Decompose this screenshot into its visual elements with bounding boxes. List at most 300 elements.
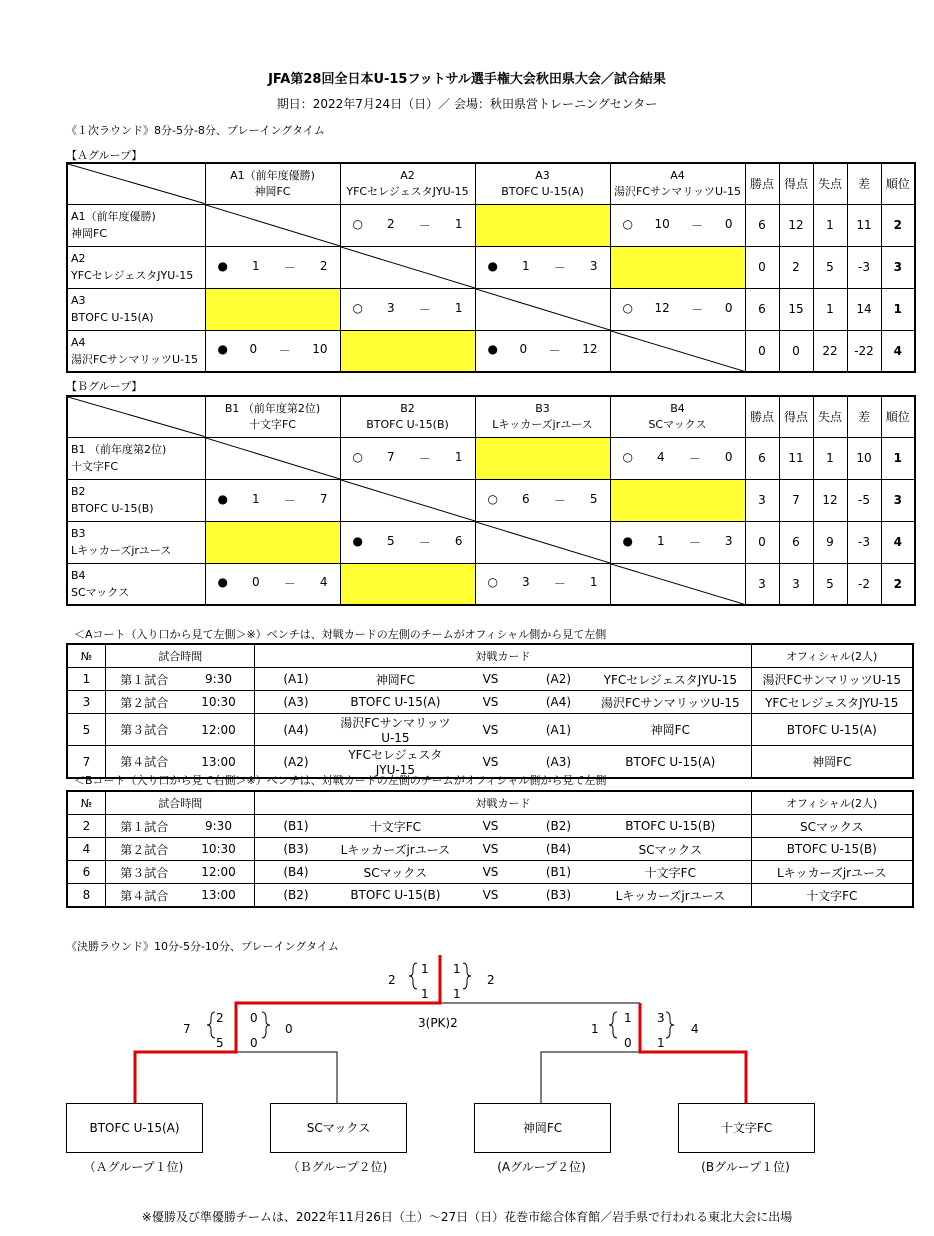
match-no: 5 xyxy=(67,714,106,746)
court-b-table xyxy=(66,790,914,908)
right-team-code: (A2) xyxy=(527,668,590,691)
row-header xyxy=(67,479,205,521)
col-header-line2: BTOFC U-15(B) xyxy=(366,417,449,431)
page-subtitle: 期日：2022年7月24日（日）／ 会場：秋田県営トレーニングセンター xyxy=(276,97,658,111)
game-time: 13:00 xyxy=(183,746,255,779)
stat-cell: 2 xyxy=(779,246,813,288)
col-header-line2: SCマックス xyxy=(648,417,707,431)
bracket-team-1: BTOFC U-15(A) xyxy=(66,1103,203,1153)
group-a-label: 【Ａグループ】 xyxy=(66,149,143,162)
footer-note: ※優勝及び準優勝チームは、2022年11月26日（土）～27日（日）花巻市総合体育館／岩手県で行われる東北大会に出場 xyxy=(141,1210,793,1224)
final-round-label: 《決勝ラウンド》10分-5分-10分、プレーイングタイム xyxy=(66,940,339,953)
score-dash: － xyxy=(553,260,566,275)
score-against: 2 xyxy=(319,258,328,273)
score-against: 5 xyxy=(589,491,598,506)
col-header-line1: B2 xyxy=(400,401,415,415)
match-result-cell xyxy=(205,479,340,521)
score-dash: － xyxy=(548,344,561,359)
score-for: 1 xyxy=(252,491,260,506)
stat-cell: 12 xyxy=(779,204,813,246)
self-match-cell xyxy=(610,563,745,605)
stat-header: 失点 xyxy=(813,396,847,437)
result-mark: ● xyxy=(217,491,228,506)
official-team: SCマックス xyxy=(751,815,913,838)
stat-cell: 6 xyxy=(745,437,779,479)
match-result-cell xyxy=(610,204,745,246)
score-for: 0 xyxy=(519,342,528,357)
game-label: 第２試合 xyxy=(106,838,183,861)
score-for: 1 xyxy=(657,533,665,548)
left-team-code: (A1) xyxy=(255,668,337,691)
match-result-cell xyxy=(475,479,610,521)
semi1-left-h2: 5 xyxy=(216,1036,224,1050)
row-header-line1: B3 xyxy=(71,527,86,540)
final-left-h2: 1 xyxy=(421,987,429,1001)
stat-cell: -22 xyxy=(847,330,881,372)
score-dash: － xyxy=(418,302,431,317)
first-round-label: 《１次ラウンド》8分-5分-8分、プレーイングタイム xyxy=(66,124,325,137)
result-mark: ○ xyxy=(352,449,363,464)
left-team-code: (A4) xyxy=(255,714,337,746)
stat-cell: 1 xyxy=(813,288,847,330)
game-time: 9:30 xyxy=(183,815,255,838)
stat-cell: 6 xyxy=(779,521,813,563)
right-team: 湯沢FCサンマリッツU-15 xyxy=(590,691,751,714)
col-header-line2: Lキッカーズjrユース xyxy=(492,417,593,431)
vs-label: VS xyxy=(454,838,526,861)
score-dash: － xyxy=(283,577,296,592)
stat-cell: 5 xyxy=(813,246,847,288)
col-header xyxy=(205,396,340,437)
self-match-cell xyxy=(475,521,610,563)
result-mark: ● xyxy=(352,533,363,548)
row-header-line2: 十文字FC xyxy=(71,460,119,473)
court-a-label: ＜Aコート（入り口から見て左側＞※）ベンチは、対戦カードの左側のチームがオフィシャル側から見て左側 xyxy=(74,628,607,641)
match-result-cell xyxy=(340,288,475,330)
row-header-line2: Lキッカーズjrユース xyxy=(71,544,172,557)
vs-label: VS xyxy=(454,815,526,838)
score-dash: － xyxy=(691,302,704,317)
result-mark: ● xyxy=(217,575,228,590)
score-for: 0 xyxy=(249,342,258,357)
right-team: SCマックス xyxy=(590,838,751,861)
stat-cell: 22 xyxy=(813,330,847,372)
score-for: 1 xyxy=(522,258,530,273)
stat-cell: 3 xyxy=(881,246,915,288)
left-team-code: (A2) xyxy=(255,746,337,779)
final-right-total: 2 xyxy=(487,973,495,987)
stat-cell: 11 xyxy=(847,204,881,246)
left-team: BTOFC U-15(A) xyxy=(337,691,455,714)
match-result-cell xyxy=(475,246,610,288)
semi1-right-h1: 0 xyxy=(250,1011,258,1025)
left-team: 神岡FC xyxy=(337,668,455,691)
score-dash: － xyxy=(283,260,296,275)
row-header xyxy=(67,330,205,372)
col-header-line1: A3 xyxy=(535,168,550,182)
bracket-team-4: 十文字FC xyxy=(678,1103,815,1153)
official-team: 湯沢FCサンマリッツU-15 xyxy=(751,668,913,691)
col-header xyxy=(340,396,475,437)
stat-header: 差 xyxy=(847,163,881,204)
right-team: Lキッカーズjrユース xyxy=(590,884,751,908)
official-team: BTOFC U-15(A) xyxy=(751,714,913,746)
score-dash: － xyxy=(283,493,296,508)
stat-cell: 1 xyxy=(881,437,915,479)
stat-cell: 12 xyxy=(813,479,847,521)
semi1-left-h1: 2 xyxy=(216,1011,224,1025)
col-header xyxy=(610,396,745,437)
left-team-code: (B3) xyxy=(255,838,337,861)
left-team-code: (A3) xyxy=(255,691,337,714)
group-b-label: 【Ｂグループ】 xyxy=(66,380,143,393)
col-header xyxy=(475,163,610,204)
game-time: 9:30 xyxy=(183,668,255,691)
score-against: 0 xyxy=(724,216,733,231)
stat-cell: 11 xyxy=(779,437,813,479)
unplayed-cell xyxy=(610,479,745,521)
left-team: 十文字FC xyxy=(337,815,455,838)
row-header xyxy=(67,563,205,605)
col-header xyxy=(475,396,610,437)
game-label: 第４試合 xyxy=(106,746,183,779)
semi2-right-total: 4 xyxy=(691,1022,699,1036)
semi1-left-total: 7 xyxy=(183,1022,191,1036)
stat-header: 順位 xyxy=(881,163,915,204)
unplayed-cell xyxy=(475,204,610,246)
semi2-left-h2: 0 xyxy=(624,1036,632,1050)
final-left-h1: 1 xyxy=(421,962,429,976)
score-for: 3 xyxy=(522,575,530,590)
match-result-cell xyxy=(205,246,340,288)
stat-cell: 6 xyxy=(745,288,779,330)
row-header xyxy=(67,288,205,330)
game-label: 第３試合 xyxy=(106,861,183,884)
final-right-h1: 1 xyxy=(453,962,461,976)
corner-diagonal xyxy=(67,163,205,204)
stat-cell: 2 xyxy=(881,204,915,246)
score-against: 7 xyxy=(319,491,328,506)
bracket-team-4-seed: (Bグループ１位) xyxy=(701,1160,790,1174)
stat-cell: 2 xyxy=(881,563,915,605)
match-result-cell xyxy=(475,330,610,372)
vs-label: VS xyxy=(454,884,526,908)
stat-header: 失点 xyxy=(813,163,847,204)
semi2-left-h1: 1 xyxy=(624,1011,632,1025)
unplayed-cell xyxy=(475,437,610,479)
group-b-table xyxy=(66,395,916,606)
right-team: 神岡FC xyxy=(590,714,751,746)
result-mark: ○ xyxy=(487,491,498,506)
game-label: 第１試合 xyxy=(106,668,183,691)
self-match-cell xyxy=(475,288,610,330)
row-header-line2: 神岡FC xyxy=(71,227,108,240)
col-header-line1: A1（前年度優勝) xyxy=(230,168,315,182)
semi1-right-h2: 0 xyxy=(250,1036,258,1050)
stat-cell: 6 xyxy=(745,204,779,246)
bracket-team-2: SCマックス xyxy=(270,1103,407,1153)
vs-label: VS xyxy=(454,691,526,714)
semi2-right-h1: 3 xyxy=(657,1011,665,1025)
col-header-line1: A4 xyxy=(670,168,685,182)
stat-cell: 1 xyxy=(881,288,915,330)
match-result-cell xyxy=(610,288,745,330)
right-team-code: (B2) xyxy=(527,815,590,838)
final-pk: 3(PK)2 xyxy=(418,1016,458,1030)
right-team-code: (A4) xyxy=(527,691,590,714)
left-team-code: (B1) xyxy=(255,815,337,838)
match-header: 対戦カード xyxy=(255,791,751,815)
semi2-right-h2: 1 xyxy=(657,1036,665,1050)
row-header-line2: BTOFC U-15(B) xyxy=(71,502,154,515)
col-header xyxy=(610,163,745,204)
match-result-cell xyxy=(205,563,340,605)
row-header xyxy=(67,204,205,246)
stat-header: 得点 xyxy=(779,163,813,204)
bracket-team-2-seed: （Ｂグループ２位) xyxy=(287,1160,388,1174)
stat-cell: -3 xyxy=(847,246,881,288)
right-team: 十文字FC xyxy=(590,861,751,884)
court-a-table xyxy=(66,643,914,779)
official-header: オフィシャル(2人) xyxy=(751,644,913,668)
row-header-line2: 湯沢FCサンマリッツU-15 xyxy=(71,352,199,366)
col-header-line2: 湯沢FCサンマリッツU-15 xyxy=(613,184,742,198)
score-against: 1 xyxy=(454,300,463,315)
unplayed-cell xyxy=(610,246,745,288)
row-header xyxy=(67,246,205,288)
result-mark: ○ xyxy=(487,575,498,590)
time-header: 試合時間 xyxy=(106,791,255,815)
stat-cell: 4 xyxy=(881,521,915,563)
unplayed-cell xyxy=(340,563,475,605)
col-header xyxy=(340,163,475,204)
stat-cell: 3 xyxy=(745,563,779,605)
result-mark: ○ xyxy=(622,216,633,231)
score-against: 3 xyxy=(724,533,733,548)
right-team: BTOFC U-15(A) xyxy=(590,746,751,779)
col-header-line1: A2 xyxy=(400,168,415,182)
score-dash: － xyxy=(418,218,431,233)
row-header-line1: A4 xyxy=(71,335,86,349)
right-team-code: (A3) xyxy=(527,746,590,779)
result-mark: ● xyxy=(487,258,498,273)
score-dash: － xyxy=(418,451,431,466)
left-team: 湯沢FCサンマリッツU-15 xyxy=(337,714,455,746)
vs-label: VS xyxy=(454,861,526,884)
score-dash: － xyxy=(553,493,566,508)
score-against: 0 xyxy=(724,300,733,315)
stat-cell: -5 xyxy=(847,479,881,521)
right-team: BTOFC U-15(B) xyxy=(590,815,751,838)
stat-cell: 9 xyxy=(813,521,847,563)
row-header-line1: A2 xyxy=(71,252,86,265)
time-header: 試合時間 xyxy=(106,644,255,668)
score-against: 1 xyxy=(454,449,463,464)
no-header: № xyxy=(67,644,106,668)
unplayed-cell xyxy=(205,288,340,330)
stat-header: 勝点 xyxy=(745,163,779,204)
official-team: BTOFC U-15(B) xyxy=(751,838,913,861)
row-header-line1: B1 （前年度第2位) xyxy=(71,443,167,456)
stat-cell: 15 xyxy=(779,288,813,330)
left-team-code: (B2) xyxy=(255,884,337,908)
semi2-left-total: 1 xyxy=(591,1022,599,1036)
match-no: 3 xyxy=(67,691,106,714)
col-header-line2: 神岡FC xyxy=(254,184,291,198)
corner-diagonal xyxy=(67,396,205,437)
stat-cell: 1 xyxy=(813,204,847,246)
stat-header: 勝点 xyxy=(745,396,779,437)
stat-cell: 0 xyxy=(745,330,779,372)
left-team: Lキッカーズjrユース xyxy=(337,838,455,861)
result-mark: ● xyxy=(487,342,498,357)
stat-cell: 1 xyxy=(813,437,847,479)
self-match-cell xyxy=(610,330,745,372)
semi1-right-total: 0 xyxy=(285,1022,293,1036)
score-for: 4 xyxy=(657,449,665,464)
score-against: 6 xyxy=(454,533,463,548)
match-no: 1 xyxy=(67,668,106,691)
match-no: 7 xyxy=(67,746,106,779)
score-dash: － xyxy=(418,535,431,550)
score-against: 1 xyxy=(454,216,463,231)
score-against: 12 xyxy=(582,342,598,357)
official-team: 神岡FC xyxy=(751,746,913,779)
row-header-line2: YFCセレジェスタJYU-15 xyxy=(71,269,194,282)
result-mark: ○ xyxy=(622,449,633,464)
stat-cell: 0 xyxy=(745,521,779,563)
vs-label: VS xyxy=(454,714,526,746)
official-team: Lキッカーズjrユース xyxy=(751,861,913,884)
match-header: 対戦カード xyxy=(255,644,751,668)
left-team: YFCセレジェスタJYU-15 xyxy=(337,746,455,779)
stat-cell: 10 xyxy=(847,437,881,479)
score-dash: － xyxy=(691,218,704,233)
score-against: 4 xyxy=(319,575,328,590)
row-header-line1: B4 xyxy=(71,568,86,582)
game-time: 12:00 xyxy=(183,861,255,884)
bracket-lines xyxy=(0,950,934,1110)
score-dash: － xyxy=(553,577,566,592)
stat-cell: 4 xyxy=(881,330,915,372)
unplayed-cell xyxy=(340,330,475,372)
score-against: 3 xyxy=(589,258,598,273)
left-team: SCマックス xyxy=(337,861,455,884)
self-match-cell xyxy=(205,204,340,246)
no-header: № xyxy=(67,791,106,815)
stat-header: 得点 xyxy=(779,396,813,437)
official-team: 十文字FC xyxy=(751,884,913,908)
self-match-cell xyxy=(340,479,475,521)
score-for: 2 xyxy=(387,216,395,231)
vs-label: VS xyxy=(454,746,526,779)
row-header-line2: BTOFC U-15(A) xyxy=(71,311,154,324)
bracket-team-3-seed: (Aグループ２位) xyxy=(497,1160,586,1174)
vs-label: VS xyxy=(454,668,526,691)
match-result-cell xyxy=(610,521,745,563)
unplayed-cell xyxy=(205,521,340,563)
match-result-cell xyxy=(340,437,475,479)
page-title: JFA第28回全日本U-15フットサル選手権大会秋田県大会／試合結果 xyxy=(268,72,666,87)
game-time: 12:00 xyxy=(183,714,255,746)
row-header-line1: A3 xyxy=(71,294,86,307)
score-against: 1 xyxy=(589,575,598,590)
group-a-table xyxy=(66,162,916,373)
col-header-line1: B4 xyxy=(670,401,685,415)
left-team: BTOFC U-15(B) xyxy=(337,884,455,908)
score-for: 12 xyxy=(654,300,670,315)
score-for: 6 xyxy=(522,491,530,506)
score-for: 7 xyxy=(387,449,395,464)
official-header: オフィシャル(2人) xyxy=(751,791,913,815)
result-mark: ● xyxy=(622,533,633,548)
official-team: YFCセレジェスタJYU-15 xyxy=(751,691,913,714)
bracket-team-3: 神岡FC xyxy=(474,1103,611,1153)
score-for: 1 xyxy=(252,258,260,273)
col-header-line2: BTOFC U-15(A) xyxy=(501,184,584,198)
score-for: 5 xyxy=(387,533,395,548)
right-team-code: (B3) xyxy=(527,884,590,908)
stat-cell: 3 xyxy=(779,563,813,605)
result-mark: ● xyxy=(217,342,228,357)
stat-cell: 7 xyxy=(779,479,813,521)
court-b-label: ＜Bコート（入り口から見て右側＞※）ベンチは、対戦カードの左側のチームがオフィシャル側から見て左側 xyxy=(74,774,607,787)
game-label: 第３試合 xyxy=(106,714,183,746)
match-result-cell xyxy=(205,330,340,372)
score-against: 0 xyxy=(724,449,733,464)
result-mark: ○ xyxy=(352,300,363,315)
col-header xyxy=(205,163,340,204)
stat-cell: 0 xyxy=(779,330,813,372)
game-time: 13:00 xyxy=(183,884,255,908)
right-team: YFCセレジェスタJYU-15 xyxy=(590,668,751,691)
col-header-line1: B1 （前年度第2位) xyxy=(224,401,321,415)
result-mark: ○ xyxy=(622,300,633,315)
result-mark: ○ xyxy=(352,216,363,231)
stat-cell: -2 xyxy=(847,563,881,605)
right-team-code: (B1) xyxy=(527,861,590,884)
score-for: 10 xyxy=(654,216,670,231)
stat-header: 差 xyxy=(847,396,881,437)
match-result-cell xyxy=(610,437,745,479)
score-for: 0 xyxy=(252,575,260,590)
final-right-h2: 1 xyxy=(453,987,461,1001)
game-label: 第４試合 xyxy=(106,884,183,908)
stat-cell: 3 xyxy=(881,479,915,521)
self-match-cell xyxy=(340,246,475,288)
match-no: 4 xyxy=(67,838,106,861)
match-no: 6 xyxy=(67,861,106,884)
stat-cell: 3 xyxy=(745,479,779,521)
winner-path-right xyxy=(640,1003,746,1103)
stat-cell: 5 xyxy=(813,563,847,605)
score-for: 3 xyxy=(387,300,395,315)
stat-header: 順位 xyxy=(881,396,915,437)
stat-cell: 14 xyxy=(847,288,881,330)
row-header xyxy=(67,521,205,563)
match-result-cell xyxy=(475,563,610,605)
final-left-total: 2 xyxy=(388,973,396,987)
col-header-line2: YFCセレジェスタJYU-15 xyxy=(346,184,469,198)
stat-cell: 0 xyxy=(745,246,779,288)
row-header-line1: A1（前年度優勝) xyxy=(71,210,156,223)
score-dash: － xyxy=(688,535,701,550)
right-team-code: (A1) xyxy=(527,714,590,746)
col-header-line1: B3 xyxy=(535,401,550,415)
row-header-line1: B2 xyxy=(71,485,86,498)
match-no: 8 xyxy=(67,884,106,908)
bracket-team-1-seed: （Ａグループ１位) xyxy=(83,1160,184,1174)
